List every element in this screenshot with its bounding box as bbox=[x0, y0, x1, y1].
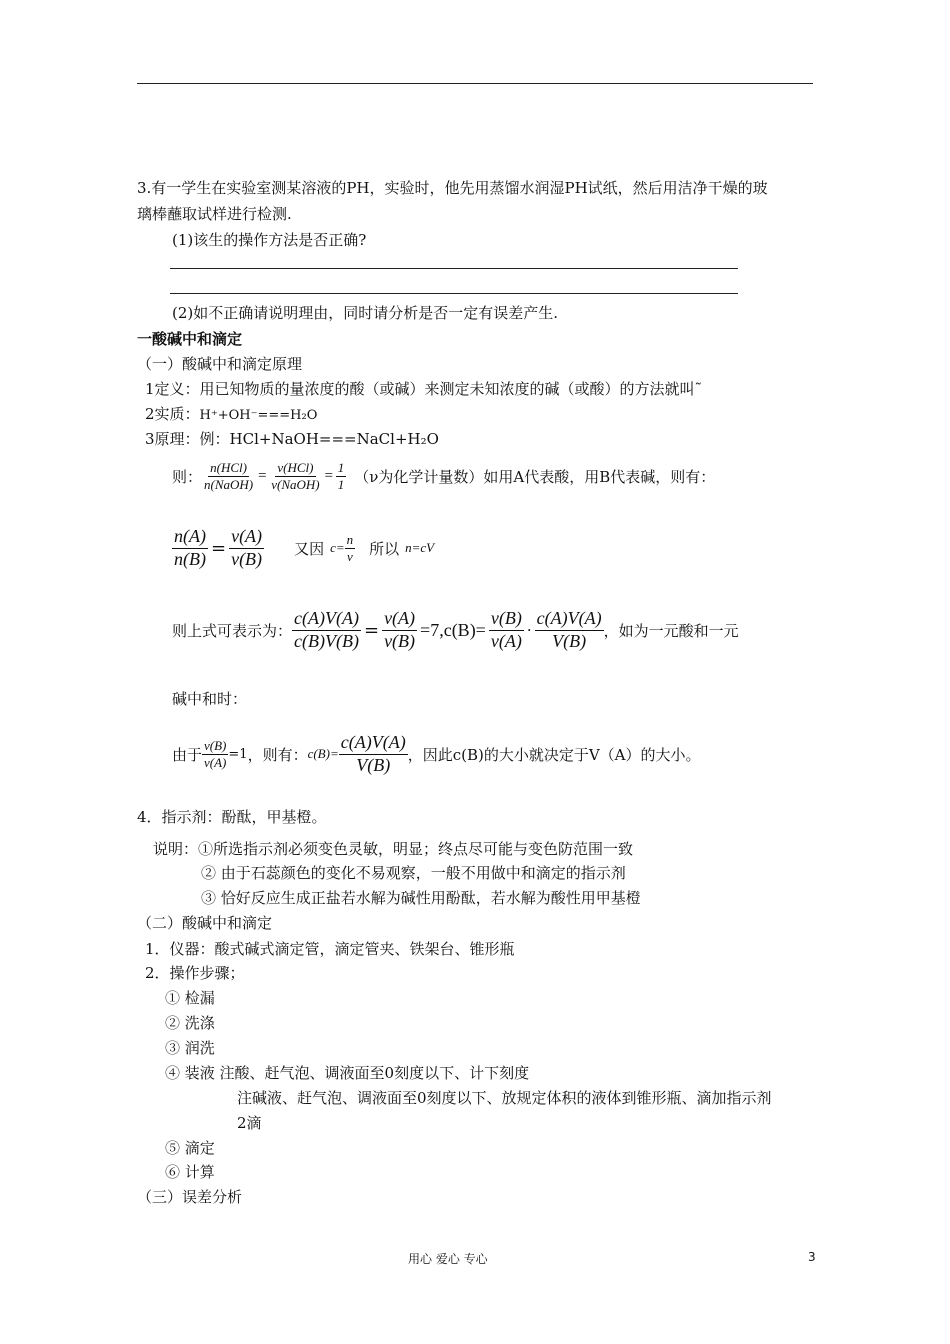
expr-label: 则上式可表示为： bbox=[172, 621, 293, 640]
suoyi: 所以 bbox=[369, 539, 400, 558]
fraction-vb-over-va: $\frac{v(B)}{v(A)}$ bbox=[490, 608, 522, 651]
k-tail: ，因此c(B)的大小就决定于V（A）的大小。 bbox=[407, 745, 701, 764]
step-3: ③ 润洗 bbox=[165, 1039, 215, 1057]
youyin: 又因 bbox=[294, 539, 325, 558]
steps-title: 2．操作步骤； bbox=[145, 964, 245, 982]
fraction-v-hcl: $\frac{\text{v(HCl)}}{\text{v(NaOH)}}$ bbox=[271, 460, 320, 492]
step-6: ⑥ 计算 bbox=[165, 1163, 215, 1181]
essence-equation: H⁺+OH⁻===H₂O bbox=[199, 408, 318, 423]
ab-ratio-equation: $\frac{n(A)}{n(B)}$ = $\frac{v(A)}{v(B)}$ 又因 c= $\frac{n}{v}$ 所以 n=cV bbox=[174, 526, 435, 569]
ze-label: 则： bbox=[172, 467, 203, 486]
q3-line2: 璃棒蘸取试样进行检测. bbox=[137, 205, 292, 223]
since-line bbox=[172, 732, 700, 776]
k-c: c(B)= bbox=[307, 746, 339, 762]
q3-sub1: (1)该生的操作方法是否正确? bbox=[172, 231, 367, 249]
fraction-cva-over-vb: $\frac{c(A)V(A)}{V(B)}$ bbox=[536, 608, 602, 651]
page-number: 3 bbox=[808, 1250, 816, 1264]
step-5: ⑤ 滴定 bbox=[165, 1139, 215, 1157]
part1-heading: （一）酸碱中和滴定原理 bbox=[137, 355, 303, 373]
q3-line1: 3.有一学生在实验室测某溶液的PH，实验时，他先用蒸馏水润湿PH试纸，然后用洁净干燥的玻 bbox=[137, 179, 768, 197]
n-cv: n=cV bbox=[405, 540, 435, 556]
fraction-vb-va-small: $\frac{v(B)}{v(A)}$ bbox=[204, 738, 227, 770]
fraction-cv-a-over-cv-b: $\frac{c(A)V(A)}{c(B)V(B)}$ bbox=[294, 608, 359, 651]
fraction-one: $\frac{1}{1}$ bbox=[337, 460, 345, 492]
principle: 3原理：例：HCl+NaOH===NaCl+H₂O bbox=[145, 430, 439, 448]
expr-mid: =7,c(B)= bbox=[420, 619, 486, 640]
instruments: 1．仪器：酸式碱式滴定管，滴定管夹、铁架台、锥形瓶 bbox=[145, 940, 515, 958]
part2-heading: （二）酸碱中和滴定 bbox=[137, 914, 273, 932]
header-rule bbox=[137, 83, 813, 84]
k-mid: ，则有： bbox=[247, 745, 308, 764]
answer-line-2 bbox=[170, 293, 738, 294]
indicator-note1: 说明：①所选指示剂必须变色灵敏，明显；终点尽可能与变色防范围一致 bbox=[153, 840, 634, 858]
fraction-va-over-vb: $\frac{v(A)}{v(B)}$ bbox=[384, 608, 416, 651]
definition: 1定义：用已知物质的量浓度的酸（或碱）来测定未知浓度的碱（或酸）的方法就叫˜ bbox=[145, 380, 703, 398]
indicator-title: 4．指示剂：酚酞，甲基橙。 bbox=[137, 808, 327, 826]
essence bbox=[145, 403, 317, 424]
expr-tail: ，如为一元酸和一元 bbox=[603, 621, 739, 640]
indicator-note3: ③ 恰好反应生成正盐若水解为碱性用酚酞，若水解为酸性用甲基橙 bbox=[201, 889, 641, 907]
fraction-n-ab: $\frac{n(A)}{n(B)}$ bbox=[174, 526, 206, 569]
step-2: ② 洗涤 bbox=[165, 1014, 215, 1032]
fraction-n-hcl: $\frac{\text{n(HCl)}}{\text{n(NaOH)}}$ bbox=[204, 460, 254, 492]
equals-one: =1 bbox=[228, 746, 248, 762]
step-4: ④ 装液 注酸、赶气泡、调液面至0刻度以下、计下刻度 bbox=[165, 1064, 530, 1082]
answer-line-1 bbox=[170, 268, 738, 269]
fraction-v-ab: $\frac{v(A)}{v(B)}$ bbox=[231, 526, 263, 569]
c-equals: c= bbox=[330, 540, 345, 556]
indicator-note2: ② 由于石蕊颜色的变化不易观察，一般不用做中和滴定的指示剂 bbox=[201, 864, 626, 882]
footer-center: 用心 爱心 专心 bbox=[408, 1252, 488, 1266]
step-4-line3: 2滴 bbox=[237, 1114, 262, 1132]
fraction-cva-vb-2: $\frac{c(A)V(A)}{V(B)}$ bbox=[340, 732, 406, 775]
expr-line2: 碱中和时： bbox=[172, 690, 248, 708]
ze-tail: （ν为化学计量数）如用A代表酸，用B代表碱，则有： bbox=[354, 467, 716, 486]
step-4-line2: 注碱液、赶气泡、调液面至0刻度以下、放规定体积的液体到锥形瓶、滴加指示剂 bbox=[237, 1089, 772, 1107]
fraction-n-over-v: $\frac{n}{v}$ bbox=[346, 532, 354, 564]
ratio-equation: 则： $\frac{\text{n(HCl)}}{\text{n(NaOH)}}$ = $\frac{\text{v(HCl)}}{\text{v(NaOH)}}$ = $\frac{1}{1}$ （ν为化学计量数）如用A代表酸，用B代表碱，则有： bbox=[172, 460, 716, 492]
expression-line: 则上式可表示为： $\frac{c(A)V(A)}{c(B)V(B)}$ = $\frac{v(A)}{v(B)}$ =7,c(B)= $\frac{v(B)}{v(A)}$ · $\frac{c(A)V(A)}{V(B)}$ ，如为一元酸和一元 bbox=[172, 608, 739, 651]
part3-heading: （三）误差分析 bbox=[137, 1188, 243, 1206]
step-1: ① 检漏 bbox=[165, 989, 215, 1007]
youyu: 由于 bbox=[172, 745, 203, 764]
q3-sub2: (2)如不正确请说明理由，同时请分析是否一定有误差产生. bbox=[172, 304, 559, 322]
section-title: 一酸碱中和滴定 bbox=[137, 330, 243, 348]
essence-label: 2实质： bbox=[145, 405, 200, 423]
